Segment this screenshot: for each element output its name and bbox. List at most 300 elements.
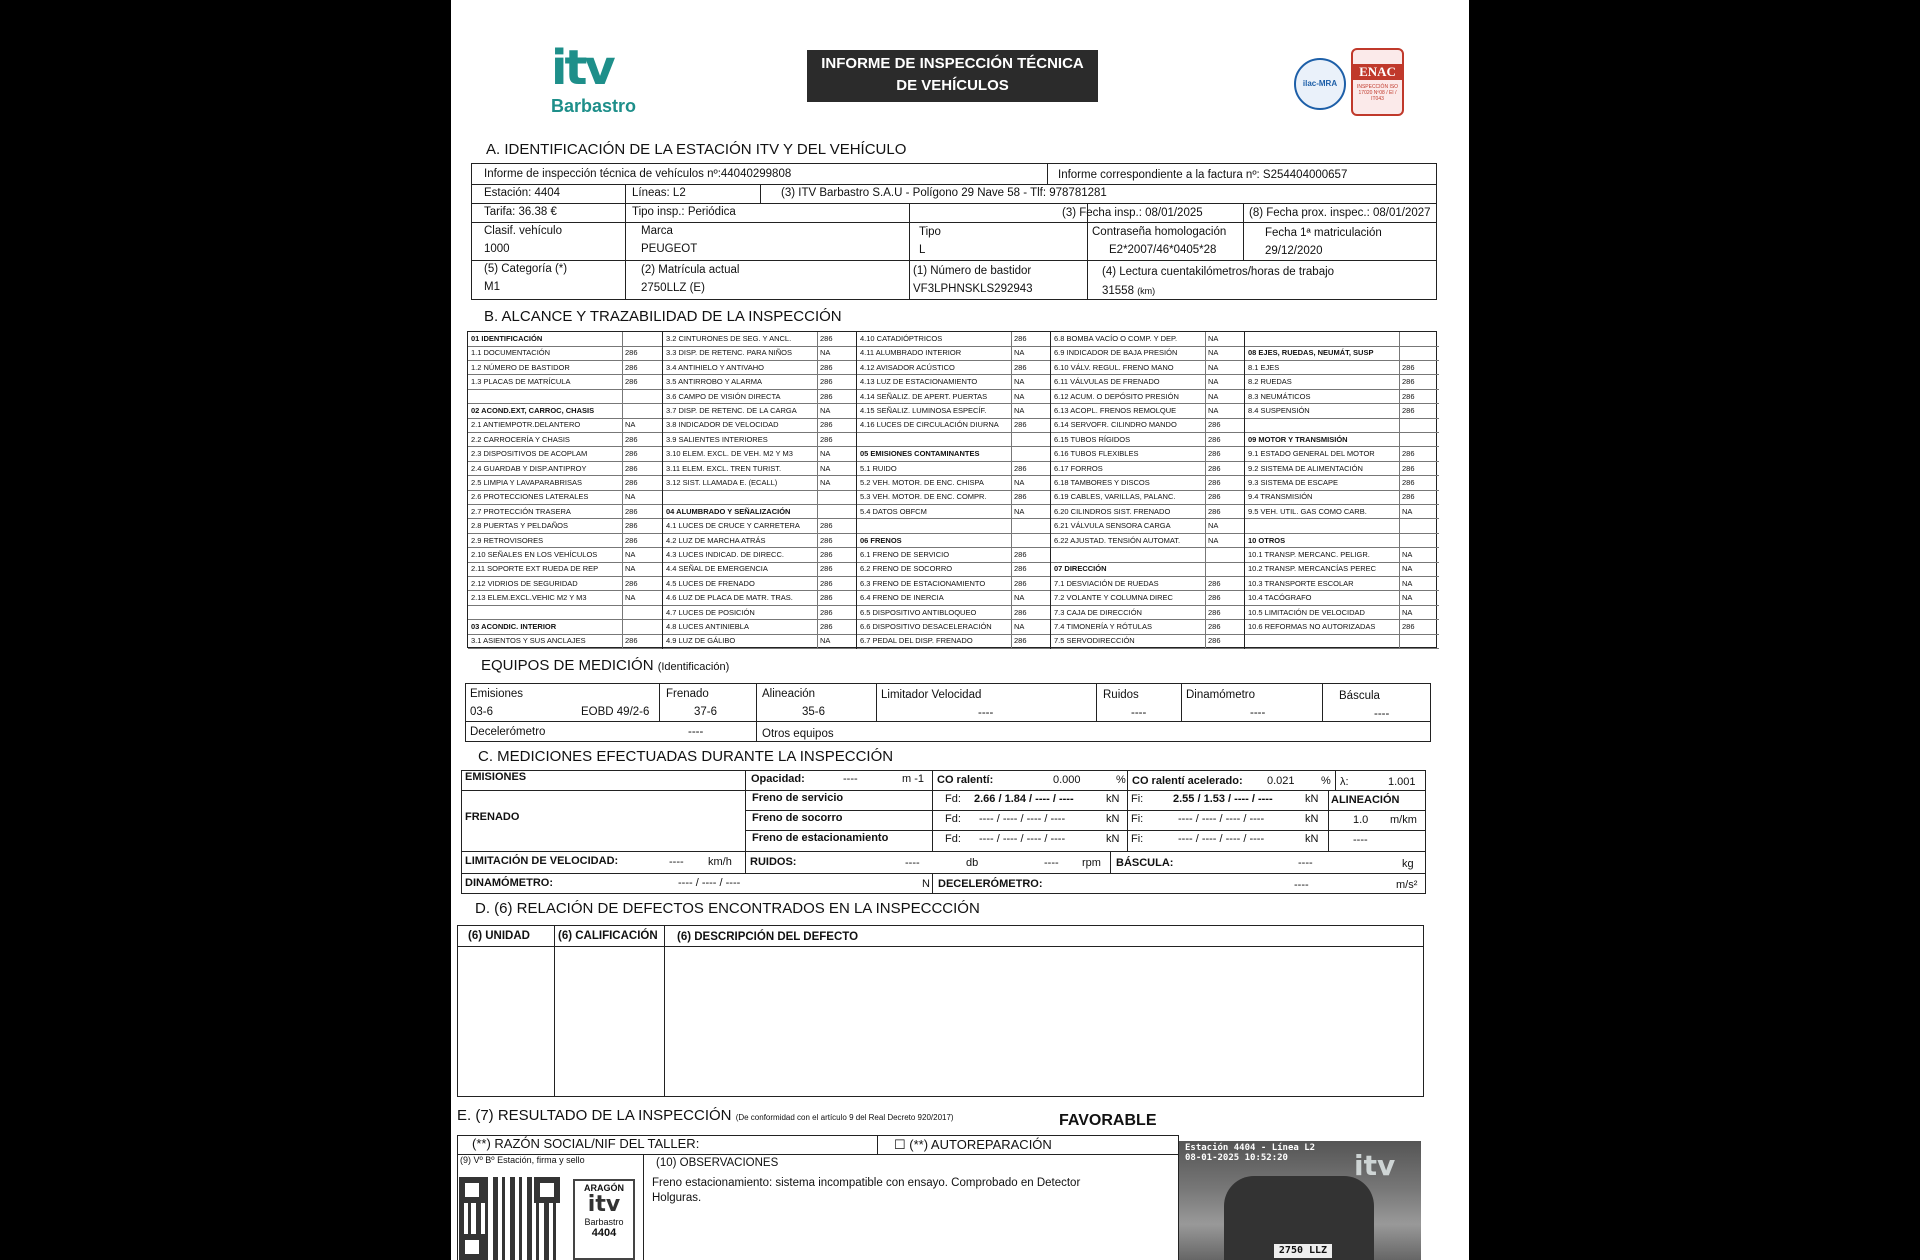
section-b-item	[663, 562, 857, 577]
section-b-item	[468, 534, 662, 549]
section-b-item-label: 2.3 DISPOSITIVOS DE ACOPLAM	[471, 449, 588, 459]
section-b-item-result	[1011, 534, 1051, 549]
section-b-item-result: 286	[1399, 404, 1439, 419]
section-b-grid	[467, 331, 1437, 648]
section-b-item-result: NA	[1011, 476, 1051, 491]
observaciones-line2: Holguras.	[652, 1192, 702, 1204]
section-b-group-header	[1245, 534, 1439, 549]
section-b-item-label: 6.9 INDICADOR DE BAJA PRESIÓN	[1054, 348, 1178, 358]
section-b-item-result: 286	[1399, 462, 1439, 477]
lectura-unit: (km)	[1137, 286, 1156, 296]
section-b-title: B. ALCANCE Y TRAZABILIDAD DE LA INSPECCIÓN	[484, 308, 842, 325]
section-b-item	[468, 505, 662, 520]
section-b-item	[857, 361, 1051, 376]
section-b-item-result	[1399, 634, 1439, 649]
section-b-item-result: 286	[817, 418, 857, 433]
freno-estacionamiento-label: Freno de estacionamiento	[752, 832, 889, 844]
ruidos-value: ----	[1131, 707, 1147, 719]
section-b-item-result: 286	[817, 361, 857, 376]
section-b-item-label: 3.10 ELEM. EXCL. DE VEH. M2 Y M3	[666, 449, 793, 459]
section-b-item-result: NA	[817, 447, 857, 462]
fs-fd-value: 2.66 / 1.84 / ---- / ----	[974, 793, 1074, 805]
section-b-item-label: 3.4 ANTIHIELO Y ANTIVAHO	[666, 362, 764, 372]
section-b-item-label: 8.4 SUSPENSIÓN	[1248, 406, 1310, 415]
section-b-item-result	[817, 490, 857, 505]
fs-fd-unit: kN	[1106, 793, 1120, 805]
section-b-item-result: 286	[1205, 505, 1245, 520]
section-b-group-header	[1051, 562, 1245, 577]
section-b-item	[1245, 390, 1439, 405]
section-b-item-label: 2.10 SEÑALES EN LOS VEHÍCULOS	[471, 550, 598, 559]
section-b-item-result: 286	[622, 447, 662, 462]
section-b-item-label: 4.7 LUCES DE POSICIÓN	[666, 607, 755, 617]
section-b-item-result	[1399, 433, 1439, 448]
inspection-report-page	[451, 0, 1469, 1260]
section-b-item-result: NA	[622, 548, 662, 563]
marca-label: Marca	[641, 225, 673, 237]
section-b-item	[1245, 418, 1439, 433]
contrasena-value: E2*2007/46*0405*28	[1109, 244, 1217, 256]
section-b-item	[663, 361, 857, 376]
observaciones-label: (10) OBSERVACIONES	[656, 1157, 779, 1169]
frenado-heading: FRENADO	[465, 811, 520, 823]
factura-number: Informe correspondiente a la factura nº: S254404000657	[1058, 169, 1348, 181]
section-b-item-result: 286	[1011, 548, 1051, 563]
section-b-item	[1245, 634, 1439, 649]
resultado-favorable: FAVORABLE	[1059, 1112, 1157, 1129]
section-b-item	[1051, 519, 1245, 534]
section-b-item-label: 1.3 PLACAS DE MATRÍCULA	[471, 377, 571, 387]
section-b-item-label: 6.14 SERVOFR. CILINDRO MANDO	[1054, 420, 1177, 430]
alineacion-label: Alineación	[762, 688, 816, 700]
co-ralenti-value: 0.000	[1053, 774, 1081, 786]
section-b-item-result: NA	[622, 490, 662, 505]
section-b-item	[468, 346, 662, 361]
section-b-item-result: NA	[1399, 548, 1439, 563]
section-b-item-label: 05 EMISIONES CONTAMINANTES	[860, 449, 980, 459]
photo-license-plate: 2750 LLZ	[1274, 1244, 1332, 1258]
section-b-item-result: 286	[622, 361, 662, 376]
photo-caption	[1185, 1143, 1315, 1163]
section-b-column	[468, 332, 662, 649]
section-b-item	[663, 606, 857, 621]
section-b-item-result	[1205, 548, 1245, 563]
section-b-item-label: 6.4 FRENO DE INERCIA	[860, 593, 944, 603]
section-b-item-result: 286	[817, 519, 857, 534]
section-b-item-result: 286	[817, 562, 857, 577]
razon-social-label: (**) RAZÓN SOCIAL/NIF DEL TALLER:	[472, 1136, 700, 1151]
decelerometro-label: Decelerómetro	[470, 726, 546, 738]
section-d-title: D. (6) RELACIÓN DE DEFECTOS ENCONTRADOS EN LA INSPECCCIÓN	[475, 900, 980, 917]
section-c-title: C. MEDICIONES EFECTUADAS DURANTE LA INSPECCIÓN	[478, 748, 894, 765]
section-b-item	[468, 606, 662, 621]
section-b-item-label: 9.5 VEH. UTIL. GAS COMO CARB.	[1248, 506, 1367, 516]
fso-fd-unit: kN	[1106, 813, 1120, 825]
decelerometro-label: DECELERÓMETRO:	[938, 878, 1043, 890]
section-b-item-result	[1399, 332, 1439, 347]
dinamometro-unit: N	[922, 878, 930, 890]
alineacion-unit: m/km	[1390, 814, 1417, 826]
opacidad-unit: m -1	[902, 773, 924, 785]
section-b-item-result: 286	[622, 476, 662, 491]
section-b-item-label: 6.2 FRENO DE SOCORRO	[860, 564, 953, 574]
logo-mark: itv	[551, 40, 613, 96]
section-b-item	[857, 606, 1051, 621]
section-b-item-result: NA	[1011, 620, 1051, 635]
section-b-item-result	[1399, 519, 1439, 534]
enac-subtext: INSPECCIÓN ISO 17020 Nº08 / EI / IT043	[1356, 84, 1399, 102]
fso-fi-label: Fi:	[1131, 813, 1144, 825]
section-b-item	[1245, 476, 1439, 491]
section-b-item-result: NA	[1399, 562, 1439, 577]
lambda-value: 1.001	[1388, 776, 1416, 788]
co-ralenti-unit: %	[1116, 774, 1126, 786]
section-b-item-label: 7.2 VOLANTE Y COLUMNA DIREC	[1054, 593, 1173, 603]
section-e-title-main: E. (7) RESULTADO DE LA INSPECCIÓN	[457, 1107, 732, 1124]
section-b-item-result: 286	[1205, 447, 1245, 462]
section-b-item-result: 286	[1205, 591, 1245, 606]
section-b-item	[468, 447, 662, 462]
section-b-item-label: 1.1 DOCUMENTACIÓN	[471, 348, 551, 358]
section-b-item-label: 6.1 FRENO DE SERVICIO	[860, 550, 950, 559]
section-b-item	[663, 418, 857, 433]
section-b-item-result: 286	[1399, 490, 1439, 505]
section-b-item-result	[1011, 447, 1051, 462]
decelerometro-value: ----	[1294, 879, 1309, 891]
section-b-item-label: 10.2 TRANSP. MERCANCÍAS PEREC	[1248, 564, 1377, 574]
bascula-value: ----	[1374, 708, 1390, 720]
freno-socorro-label: Freno de socorro	[752, 812, 843, 824]
section-b-item	[663, 620, 857, 635]
section-b-item-result: 286	[622, 634, 662, 649]
section-b-item-result: 286	[1399, 447, 1439, 462]
section-b-item-result: 286	[1399, 620, 1439, 635]
section-e-title	[457, 1107, 954, 1124]
section-b-item-result: NA	[1011, 404, 1051, 419]
section-b-item-result: 286	[817, 332, 857, 347]
section-b-item-label: 5.1 RUIDO	[860, 463, 897, 473]
section-b-item	[1051, 375, 1245, 390]
section-b-item	[1245, 447, 1439, 462]
section-b-item-result: NA	[622, 562, 662, 577]
section-b-item-label: 6.10 VÁLV. REGUL. FRENO MANO	[1054, 362, 1174, 372]
fe-fi-unit: kN	[1305, 833, 1319, 845]
section-b-item	[1245, 519, 1439, 534]
section-b-item	[857, 433, 1051, 448]
section-b-item-label: 08 EJES, RUEDAS, NEUMÁT, SUSP	[1248, 348, 1374, 358]
section-b-item	[468, 577, 662, 592]
section-b-item-label: 2.8 PUERTAS Y PELDAÑOS	[471, 521, 568, 531]
alineacion-value: 1.0	[1353, 814, 1369, 826]
section-b-item-label: 4.14 SEÑALIZ. DE APERT. PUERTAS	[860, 391, 988, 401]
section-b-item-result: 286	[622, 462, 662, 477]
section-b-item-result: 286	[1399, 361, 1439, 376]
section-b-item-result: NA	[817, 346, 857, 361]
fecha-matriculacion-label: Fecha 1ª matriculación	[1265, 227, 1382, 239]
section-b-item	[1051, 548, 1245, 563]
co-acelerado-label: CO ralentí acelerado:	[1132, 775, 1243, 787]
section-b-item-label: 03 ACONDIC. INTERIOR	[471, 622, 557, 631]
ruidos-unit1: db	[966, 857, 979, 869]
section-b-item-label: 9.3 SISTEMA DE ESCAPE	[1248, 478, 1339, 487]
section-b-item-label: 6.5 DISPOSITIVO ANTIBLOQUEO	[860, 607, 977, 617]
defects-table	[457, 925, 1424, 1097]
ruidos-value1: ----	[905, 857, 920, 869]
section-b-item-label: 10.3 TRANSPORTE ESCOLAR	[1248, 578, 1354, 588]
section-b-item-label: 6.21 VÁLVULA SENSORA CARGA	[1054, 521, 1171, 531]
section-b-item-label: 2.7 PROTECCIÓN TRASERA	[471, 506, 571, 516]
section-b-item-label: 2.1 ANTIEMPOTR.DELANTERO	[471, 420, 581, 430]
vb-estacion-label: (9) Vº Bº Estación, firma y sello	[460, 1155, 585, 1165]
section-b-item-result: 286	[1011, 562, 1051, 577]
section-b-item-label: 7.4 TIMONERÍA Y RÓTULAS	[1054, 622, 1152, 631]
co-ralenti-label: CO ralentí:	[937, 774, 994, 786]
section-b-column	[1244, 332, 1438, 649]
section-b-item-result: NA	[1205, 375, 1245, 390]
section-b-item-label: 6.15 TUBOS RÍGIDOS	[1054, 434, 1131, 444]
section-b-item	[1051, 390, 1245, 405]
section-b-item	[663, 433, 857, 448]
dinamometro-label: Dinamómetro	[1186, 689, 1256, 701]
section-b-item-label: 6.6 DISPOSITIVO DESACELERACIÓN	[860, 622, 992, 631]
section-b-item-result: 286	[817, 606, 857, 621]
section-b-item	[663, 462, 857, 477]
section-b-item-result: 286	[1399, 476, 1439, 491]
itv-barbastro-logo	[551, 40, 651, 120]
decelerometro-unit: m/s²	[1396, 879, 1418, 891]
section-b-item-label: 2.11 SOPORTE EXT RUEDA DE REP	[471, 564, 599, 574]
section-b-item-result: 286	[1205, 620, 1245, 635]
section-b-item	[857, 548, 1051, 563]
emisiones-label: Emisiones	[470, 688, 524, 700]
section-b-item	[857, 562, 1051, 577]
section-b-item	[1245, 462, 1439, 477]
section-b-item	[468, 462, 662, 477]
section-b-item-label: 10.4 TACÓGRAFO	[1248, 593, 1312, 603]
section-b-item-label: 7.3 CAJA DE DIRECCIÓN	[1054, 607, 1142, 617]
section-b-item	[468, 634, 662, 649]
section-b-item	[663, 577, 857, 592]
section-b-item	[1245, 548, 1439, 563]
section-b-item-label: 02 ACOND.EXT, CARROC, CHASIS	[471, 406, 595, 415]
section-b-item	[857, 634, 1051, 649]
limitacion-velocidad-value: ----	[669, 856, 684, 868]
section-b-item-result: NA	[817, 462, 857, 477]
section-b-item-label: 2.12 VIDRIOS DE SEGURIDAD	[471, 578, 578, 588]
section-b-item	[1245, 577, 1439, 592]
station-stamp	[573, 1179, 635, 1260]
section-b-item-result: NA	[817, 476, 857, 491]
section-b-item-result: NA	[1399, 606, 1439, 621]
equipos-table	[465, 683, 1431, 742]
matricula-value: 2750LLZ (E)	[641, 282, 705, 294]
section-b-item	[1051, 577, 1245, 592]
section-b-item-result: 286	[817, 591, 857, 606]
section-b-item	[857, 404, 1051, 419]
section-b-item-result: 286	[1205, 606, 1245, 621]
section-b-item-result: 286	[817, 390, 857, 405]
section-b-item	[1245, 490, 1439, 505]
section-b-item-label: 4.13 LUZ DE ESTACIONAMIENTO	[860, 377, 978, 387]
section-b-item	[1245, 591, 1439, 606]
section-b-item-result: NA	[1205, 534, 1245, 549]
section-b-item-result: NA	[1205, 519, 1245, 534]
col-descripcion: (6) DESCRIPCIÓN DEL DEFECTO	[677, 931, 859, 943]
frenado-value: 37-6	[694, 706, 718, 718]
ruidos-value2: ----	[1044, 857, 1059, 869]
fe-fd-label: Fd:	[945, 833, 961, 845]
ruidos-label: Ruidos	[1103, 689, 1139, 701]
section-b-item-label: 2.9 RETROVISORES	[471, 535, 544, 545]
emisiones-value2: EOBD 49/2-6	[581, 706, 650, 718]
equipos-title	[481, 657, 729, 674]
section-b-item-label: 6.13 ACOPL. FRENOS REMOLQUE	[1054, 406, 1177, 415]
section-b-item	[468, 548, 662, 563]
section-b-item-label: 9.4 TRANSMISIÓN	[1248, 492, 1313, 502]
bascula-value: ----	[1298, 857, 1313, 869]
section-b-column	[662, 332, 856, 649]
section-b-item	[663, 634, 857, 649]
section-b-item-result	[1205, 562, 1245, 577]
section-b-item-result: NA	[622, 591, 662, 606]
equipos-title-main: EQUIPOS DE MEDICIÓN	[481, 657, 654, 674]
limitacion-velocidad-label: LIMITACIÓN DE VELOCIDAD:	[465, 855, 619, 867]
col-calificacion: (6) CALIFICACIÓN	[558, 930, 658, 942]
lambda-label: λ:	[1340, 776, 1349, 788]
section-b-item-label: 4.12 AVISADOR ACÚSTICO	[860, 362, 955, 372]
section-b-item-result: NA	[1011, 591, 1051, 606]
section-b-item-label: 6.16 TUBOS FLEXIBLES	[1054, 449, 1139, 459]
section-b-item-label: 6.12 ACUM. O DEPÓSITO PRESIÓN	[1054, 391, 1179, 401]
section-b-item	[857, 332, 1051, 347]
section-b-item	[1051, 620, 1245, 635]
section-b-item-result: 286	[817, 548, 857, 563]
section-b-item	[1051, 433, 1245, 448]
section-b-item-result: 286	[622, 577, 662, 592]
lectura-label: (4) Lectura cuentakilómetros/horas de trabajo	[1102, 266, 1335, 278]
section-b-item	[663, 534, 857, 549]
section-b-item-label: 3.1 ASIENTOS Y SUS ANCLAJES	[471, 636, 586, 646]
section-b-item-result: NA	[1011, 505, 1051, 520]
section-b-item	[468, 476, 662, 491]
section-b-item-result: 286	[622, 505, 662, 520]
section-b-item-label: 7.5 SERVODIRECCIÓN	[1054, 636, 1135, 646]
section-b-item-label: 2.4 GUARDAB Y DISP.ANTIPROY	[471, 463, 587, 473]
section-b-item	[1051, 418, 1245, 433]
opacidad-label: Opacidad:	[751, 773, 805, 785]
section-b-group-header	[663, 505, 857, 520]
section-b-item-result: NA	[1205, 346, 1245, 361]
logo-subtitle: Barbastro	[551, 96, 637, 116]
section-b-item	[1245, 606, 1439, 621]
section-b-item-label: 7.1 DESVIACIÓN DE RUEDAS	[1054, 578, 1159, 588]
fs-fi-unit: kN	[1305, 793, 1319, 805]
section-b-item	[1051, 361, 1245, 376]
section-b-item	[663, 519, 857, 534]
section-b-item-result: 286	[1011, 606, 1051, 621]
dinamometro-label: DINAMÓMETRO:	[465, 877, 553, 889]
section-b-item	[857, 490, 1051, 505]
section-b-item	[663, 476, 857, 491]
enac-logo	[1351, 48, 1404, 116]
section-b-item	[1245, 375, 1439, 390]
bascula-label: Báscula	[1339, 690, 1380, 702]
bastidor-label: (1) Número de bastidor	[913, 265, 1032, 277]
fe-fd-unit: kN	[1106, 833, 1120, 845]
section-b-item	[468, 591, 662, 606]
marca-value: PEUGEOT	[641, 243, 698, 255]
section-b-item-result: 286	[1205, 476, 1245, 491]
section-b-item-result	[1399, 346, 1439, 361]
section-b-item-label: 6.17 FORROS	[1054, 463, 1103, 473]
section-b-item	[1051, 404, 1245, 419]
section-b-item-result: 286	[1205, 490, 1245, 505]
section-b-item-label: 4.1 LUCES DE CRUCE Y CARRETERA	[666, 521, 800, 531]
section-b-item	[1051, 332, 1245, 347]
section-b-item-result: 286	[1011, 490, 1051, 505]
limitacion-velocidad-unit: km/h	[708, 856, 732, 868]
section-b-item-result: 286	[817, 620, 857, 635]
limitador-value: ----	[978, 707, 994, 719]
bastidor-value: VF3LPHNSKLS292943	[913, 283, 1033, 295]
section-b-item-result: 286	[1011, 634, 1051, 649]
section-b-item	[1245, 562, 1439, 577]
section-b-item-result: NA	[622, 418, 662, 433]
section-b-item-label: 09 MOTOR Y TRANSMISIÓN	[1248, 434, 1348, 444]
equipos-title-small: (Identificación)	[657, 661, 730, 673]
section-b-item-label: 6.11 VÁLVULAS DE FRENADO	[1054, 377, 1160, 387]
section-b-item-result: 286	[1011, 418, 1051, 433]
section-b-item-label: 10 OTROS	[1248, 535, 1286, 545]
section-b-item-label: 3.11 ELEM. EXCL. TREN TURIST.	[666, 463, 782, 473]
section-e-table	[457, 1135, 1179, 1260]
section-b-item-result: 286	[1399, 375, 1439, 390]
section-b-column	[856, 332, 1050, 649]
freno-servicio-label: Freno de servicio	[752, 792, 844, 804]
section-b-item-label: 07 DIRECCIÓN	[1054, 564, 1107, 574]
section-b-item-result: NA	[1399, 505, 1439, 520]
section-b-item	[857, 390, 1051, 405]
lineas: Líneas: L2	[632, 187, 686, 199]
section-b-item-result: 286	[1205, 577, 1245, 592]
autoreparacion-checkbox[interactable]: ☐ (**) AUTOREPARACIÓN	[894, 1137, 1052, 1152]
section-b-item-result: NA	[1011, 375, 1051, 390]
section-b-item	[1245, 505, 1439, 520]
section-b-item	[663, 332, 857, 347]
section-b-item	[468, 418, 662, 433]
section-b-item-label: 10.5 LIMITACIÓN DE VELOCIDAD	[1248, 607, 1365, 617]
section-b-group-header	[857, 534, 1051, 549]
report-title	[807, 50, 1098, 102]
section-b-item	[663, 390, 857, 405]
section-b-item-result: 286	[1011, 462, 1051, 477]
section-b-item-result	[622, 332, 662, 347]
section-b-item-label: 2.13 ELEM.EXCL.VEHIC M2 Y M3	[471, 593, 587, 603]
section-b-item	[1051, 490, 1245, 505]
enac-text: ENAC	[1353, 64, 1402, 80]
section-b-item-result: 286	[1205, 634, 1245, 649]
section-b-item	[468, 490, 662, 505]
section-b-item-label: 8.3 NEUMÁTICOS	[1248, 391, 1311, 401]
section-b-item-result: 286	[1011, 577, 1051, 592]
section-b-item-result: 286	[817, 375, 857, 390]
dinamometro-value: ---- / ---- / ----	[678, 877, 741, 889]
stamp-sub: Barbastro	[584, 1217, 624, 1227]
clasif-label: Clasif. vehículo	[484, 225, 562, 237]
section-b-item-result: 286	[1205, 418, 1245, 433]
photo-caption-line1: Estación 4404 - Línea L2	[1185, 1143, 1316, 1153]
section-b-item-result: 286	[1399, 390, 1439, 405]
